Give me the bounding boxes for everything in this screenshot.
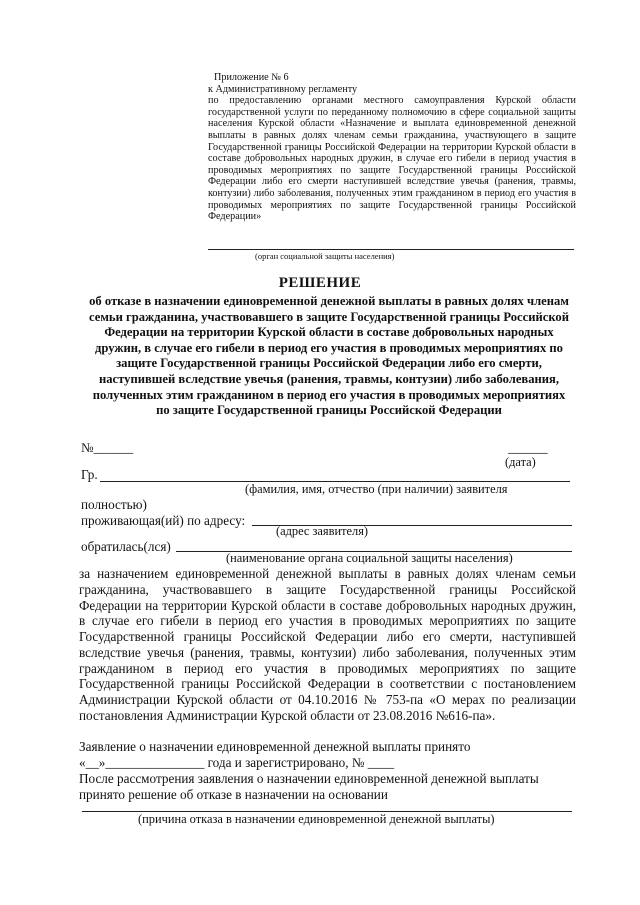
applied-caption: (наименование органа социальной защиты населения): [226, 551, 513, 565]
decision-line2: принято решение об отказе в назначении на основании: [79, 787, 388, 802]
reason-caption: (причина отказа в назначении единовременной денежной выплаты): [138, 812, 495, 826]
appendix-block: [208, 72, 576, 223]
document-title: РЕШЕНИЕ: [278, 275, 362, 291]
application-line2: «__»_______________ года и зарегистрировано, № ____: [79, 755, 395, 770]
appendix-number: Приложение № 6: [214, 72, 289, 83]
organ-caption: (орган социальной защиты населения): [255, 251, 395, 261]
date-blank: ______: [508, 440, 548, 455]
organ-line: [208, 249, 574, 250]
fully-label: полностью): [81, 497, 147, 512]
application-line1: Заявление о назначении единовременной денежной выплаты принято: [79, 739, 471, 754]
address-caption: (адрес заявителя): [276, 524, 369, 538]
appendix-text: по предоставлению органами местного самоуправления Курской области государственной услуги по переданному полномочию в сфере социальной защиты населения Курской области «Назначение и выплата единовременной денежной выплаты в равных долях членам семьи гражданина, участвующего в защите Государственной границы Российской Федерации на территории Курской области в составе добровольных народных дружин, в случае его гибели в период участия в проводимых мероприятиях по защите Государственной границы Российской Федерации либо его смерти наступившей вследствие увечья (ранения, травмы, контузии) либо заболевания, полученных этим гражданином в период его участия в проводимых мероприятиях по защите Государственной границы Российской Федерации»: [208, 95, 576, 223]
address-label: проживающая(ий) по адресу:: [81, 513, 246, 528]
appendix-regulation: к Административному регламенту: [208, 83, 358, 95]
number-field: №______: [81, 440, 134, 455]
document-subtitle: об отказе в назначении единовременной денежной выплаты в равных долях членам семьи гражданина, участвовавшего в защите Государственной границы Российской Федерации на территории Курской области в составе добровольных народных дружин, в случае его гибели в период его участия в проводимых мероприятиях по защите Государственной границы Российской Федерации либо его смерти, наступившей вследствие увечья (ранения, травмы, контузии) либо заболевания, полученных этим гражданином в период его участия в проводимых мероприятиях по защите Государственной границы Российской Федерации: [89, 294, 569, 418]
citizen-label: Гр.: [81, 467, 98, 482]
date-caption: (дата): [505, 455, 536, 469]
applied-label: обратилась(лся): [81, 539, 171, 554]
body-text: за назначением единовременной денежной выплаты в равных долях членам семьи гражданина, участвовавшего в защите Государственной границы Российской Федерации на территории Курской области в составе добровольных народных дружин, в случае его гибели в период его участия в проводимых мероприятиях по защите Государственной границы Российской Федерации либо его смерти, наступившей вследствие увечья (ранения, травмы, контузии) либо заболевания, полученных этим гражданином в период его участия в проводимых мероприятиях по защите Государственной границы Российской Федерации в соответствии с постановлением Администрации Курской области от 04.10.2016 № 753-па «О мерах по реализации постановления Администрации Курской области от 23.08.2016 №616-па».: [79, 566, 576, 723]
citizen-caption: (фамилия, имя, отчество (при наличии) заявителя: [245, 482, 508, 496]
decision-line1: После рассмотрения заявления о назначении единовременной денежной выплаты: [79, 771, 539, 786]
